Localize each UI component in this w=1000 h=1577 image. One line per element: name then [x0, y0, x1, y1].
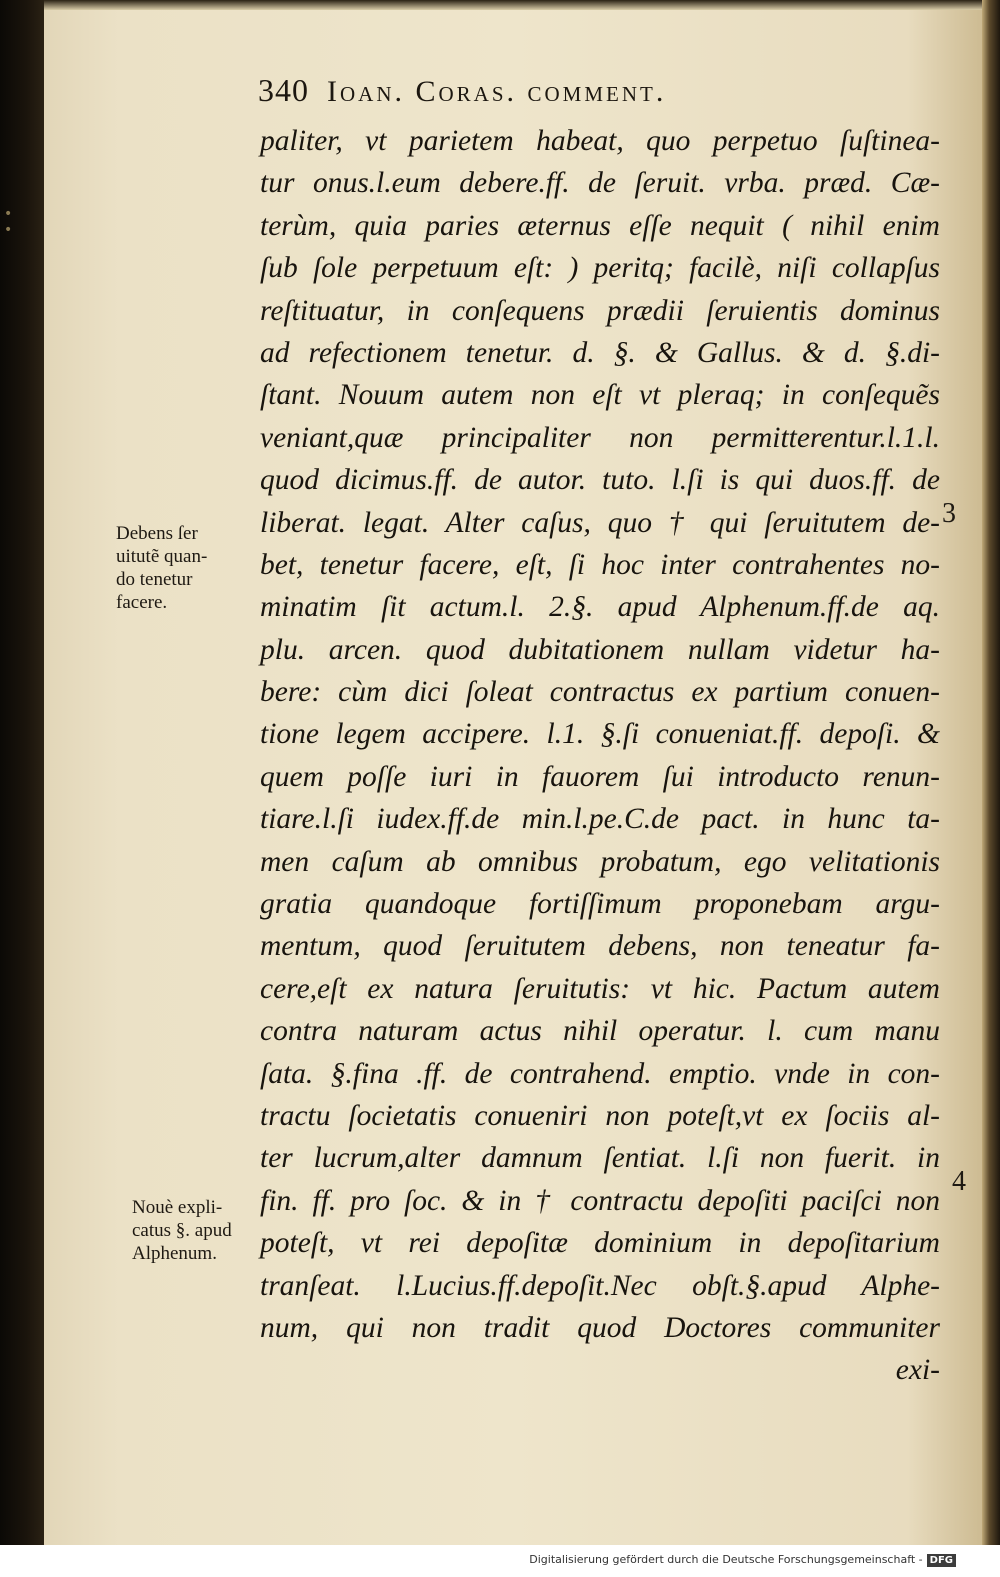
marginal-note-line: facere. [116, 592, 168, 613]
marginal-note-line: Nouè expli- [132, 1197, 223, 1218]
text-line: paliter, vt parietem habeat, quo perpetuo ſuſtinea- [260, 125, 940, 157]
scan-border-left [0, 0, 44, 1545]
text-line: mentum, quod ſeruitutem debens, non teneatur fa- [260, 930, 940, 963]
text-line: ſub ſole perpetuum eſt: ) peritq; facilè, niſi collapſus [260, 252, 940, 285]
text-line: tranſeat. l.Lucius.ff.depoſit.Nec obſt.§.apud Alphe- [260, 1269, 940, 1302]
text-line: ter lucrum,alter damnum ſentiat. l.ſi non fuerit. in [260, 1142, 940, 1175]
text-line: bere: cùm dici ſoleat contractus ex partium conuen- [260, 676, 940, 709]
scan-border-right [982, 0, 1000, 1545]
running-title: Ioan. Coras. comment. [327, 75, 667, 108]
marginal-note-line: Alphenum. [132, 1243, 217, 1264]
catchword: exi- [895, 1354, 940, 1387]
scan-artifact: • • [4, 206, 21, 238]
text-line: terùm, quia paries æternus eſſe nequit ( nihil enim [260, 209, 940, 242]
marginal-note-line: catus §. apud [132, 1220, 232, 1241]
credit-text: Digitalisierung gefördert durch die Deutsche Forschungsgemeinschaft - [529, 1553, 923, 1566]
text-line: plu. arcen. quod dubitationem nullam videtur ha- [260, 633, 940, 666]
text-line: num, qui non tradit quod Doctores communiter [260, 1311, 940, 1344]
text-line: ſata. §.fina .ff. de contrahend. emptio. vnde in con- [260, 1057, 940, 1090]
text-line: fin. ff. pro ſoc. & in † contractu depoſiti paciſci non [260, 1184, 940, 1217]
text-line: liberat. legat. Alter caſus, quo † qui ſeruitutem de- [260, 506, 940, 539]
text-line: ad refectionem tenetur. d. §. & Gallus. & d. §.di- [260, 336, 940, 369]
marginal-note [116, 522, 276, 614]
text-line: tiare.l.ſi iudex.ff.de min.l.pe.C.de pact. in hunc ta- [260, 803, 940, 836]
text-line: men caſum ab omnibus probatum, ego velitationis [260, 845, 940, 878]
dfg-logo: DFG [927, 1554, 956, 1567]
text-line: reſtituatur, in conſequens prædii ſeruientis dominus [260, 294, 940, 327]
text-line: quod dicimus.ff. de autor. tuto. l.ſi is qui duos.ff. de [260, 464, 940, 497]
text-line: tur onus.l.eum debere.ff. de ſeruit. vrba. præd. Cæ- [260, 167, 940, 200]
sidenote-number: 4 [952, 1166, 966, 1197]
main-text-block [260, 120, 940, 1392]
text-line: tione legem accipere. l.1. §.ſi conueniat.ff. depoſi. & [260, 718, 940, 751]
sidenote-number: 3 [942, 498, 956, 529]
digitization-credit [529, 1553, 956, 1567]
text-line: bet, tenetur facere, eſt, ſi hoc inter contrahentes no- [260, 548, 940, 581]
text-line: veniant,quæ principaliter non permitterentur.l.1.l. [260, 421, 940, 454]
text-line: ſtant. Nouum autem non eſt vt pleraq; in conſequẽs [260, 379, 940, 412]
text-line: quem poſſe iuri in fauorem ſui introducto renun- [260, 760, 940, 793]
page-header [258, 72, 858, 116]
text-line: gratia quandoque fortiſſimum proponebam argu- [260, 888, 940, 921]
scan-border-top [44, 0, 982, 10]
marginal-note-line: do tenetur [116, 569, 193, 590]
marginal-note-line: uitutẽ quan- [116, 546, 208, 567]
marginal-note-line: Debens ſer [116, 523, 198, 544]
text-line: tractu ſocietatis conueniri non poteſt,vt ex ſociis al- [260, 1099, 940, 1132]
page-number: 340 [258, 72, 309, 108]
text-line: minatim ſit actum.l. 2.§. apud Alphenum.ff.de aq. [260, 591, 940, 624]
text-line: contra naturam actus nihil operatur. l. cum manu [260, 1015, 940, 1048]
text-line: poteſt, vt rei depoſitæ dominium in depoſitarium [260, 1227, 940, 1260]
text-line: cere,eſt ex natura ſeruitutis: vt hic. Pactum autem [260, 972, 940, 1005]
marginal-note [132, 1196, 292, 1265]
